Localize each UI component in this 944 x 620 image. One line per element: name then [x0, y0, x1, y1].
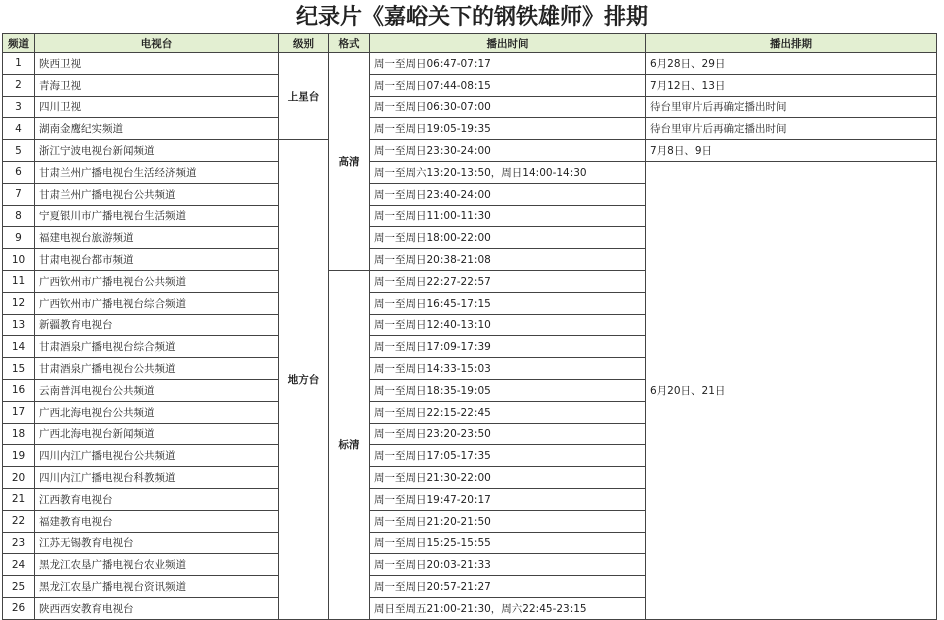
header-level: 级别	[279, 34, 329, 53]
schedule-date-range: 6月20日、21日	[646, 161, 937, 619]
station-name: 黑龙江农垦广播电视台农业频道	[35, 554, 279, 576]
air-time: 周日至周五21:00-21:30，周六22:45-23:15	[370, 597, 646, 619]
station-name: 青海卫视	[35, 74, 279, 96]
table-row	[3, 161, 937, 183]
channel-number: 3	[3, 96, 35, 118]
station-name: 广西钦州市广播电视台公共频道	[35, 270, 279, 292]
air-time: 周一至周日16:45-17:15	[370, 292, 646, 314]
air-time: 周一至周日20:57-21:27	[370, 576, 646, 598]
station-name: 甘肃电视台都市频道	[35, 249, 279, 271]
air-time: 周一至周日20:03-21:33	[370, 554, 646, 576]
station-name: 甘肃酒泉广播电视台综合频道	[35, 336, 279, 358]
channel-number: 24	[3, 554, 35, 576]
channel-number: 5	[3, 140, 35, 162]
channel-number: 22	[3, 510, 35, 532]
air-time: 周一至周日23:30-24:00	[370, 140, 646, 162]
channel-number: 20	[3, 467, 35, 489]
channel-number: 16	[3, 379, 35, 401]
channel-number: 12	[3, 292, 35, 314]
channel-number: 1	[3, 53, 35, 75]
station-name: 甘肃酒泉广播电视台公共频道	[35, 358, 279, 380]
channel-number: 10	[3, 249, 35, 271]
channel-number: 11	[3, 270, 35, 292]
channel-number: 23	[3, 532, 35, 554]
station-name: 新疆教育电视台	[35, 314, 279, 336]
air-time: 周一至周日22:27-22:57	[370, 270, 646, 292]
channel-number: 26	[3, 597, 35, 619]
channel-number: 9	[3, 227, 35, 249]
station-name: 陕西西安教育电视台	[35, 597, 279, 619]
schedule-date: 6月28日、29日	[646, 53, 937, 75]
page-title: 纪录片《嘉峪关下的钢铁雄师》排期	[295, 4, 648, 30]
schedule-date: 7月12日、13日	[646, 74, 937, 96]
air-time: 周一至周日15:25-15:55	[370, 532, 646, 554]
station-name: 江西教育电视台	[35, 488, 279, 510]
air-time: 周一至周日19:47-20:17	[370, 488, 646, 510]
channel-number: 4	[3, 118, 35, 140]
channel-number: 18	[3, 423, 35, 445]
channel-number: 15	[3, 358, 35, 380]
air-time: 周一至周日11:00-11:30	[370, 205, 646, 227]
schedule-date: 待台里审片后再确定播出时间	[646, 118, 937, 140]
station-name: 福建电视台旅游频道	[35, 227, 279, 249]
air-time: 周一至周日14:33-15:03	[370, 358, 646, 380]
air-time: 周一至周日12:40-13:10	[370, 314, 646, 336]
station-name: 广西北海电视台新闻频道	[35, 423, 279, 445]
schedule-table	[2, 33, 937, 620]
station-name: 宁夏银川市广播电视台生活频道	[35, 205, 279, 227]
air-time: 周一至周日06:30-07:00	[370, 96, 646, 118]
air-time: 周一至周日19:05-19:35	[370, 118, 646, 140]
air-time: 周一至周日20:38-21:08	[370, 249, 646, 271]
air-time: 周一至周日23:20-23:50	[370, 423, 646, 445]
station-name: 四川卫视	[35, 96, 279, 118]
channel-number: 14	[3, 336, 35, 358]
channel-number: 21	[3, 488, 35, 510]
channel-number: 7	[3, 183, 35, 205]
table-header	[3, 34, 937, 53]
air-time: 周一至周日17:09-17:39	[370, 336, 646, 358]
header-row	[3, 34, 937, 53]
air-time: 周一至周日07:44-08:15	[370, 74, 646, 96]
table-row	[3, 118, 937, 140]
air-time: 周一至周日21:20-21:50	[370, 510, 646, 532]
station-name: 浙江宁波电视台新闻频道	[35, 140, 279, 162]
air-time: 周一至周日18:35-19:05	[370, 379, 646, 401]
header-station: 电视台	[35, 34, 279, 53]
table-row	[3, 53, 937, 75]
table-body	[3, 53, 937, 620]
station-name: 四川内江广播电视台科教频道	[35, 467, 279, 489]
channel-number: 19	[3, 445, 35, 467]
station-name: 湖南金鹰纪实频道	[35, 118, 279, 140]
air-time: 周一至周日21:30-22:00	[370, 467, 646, 489]
station-name: 江苏无锡教育电视台	[35, 532, 279, 554]
air-time: 周一至周日06:47-07:17	[370, 53, 646, 75]
air-time: 周一至周日23:40-24:00	[370, 183, 646, 205]
air-time: 周一至周日17:05-17:35	[370, 445, 646, 467]
station-name: 广西钦州市广播电视台综合频道	[35, 292, 279, 314]
header-air-time: 播出时间	[370, 34, 646, 53]
air-time: 周一至周六13:20-13:50，周日14:00-14:30	[370, 161, 646, 183]
station-name: 四川内江广播电视台公共频道	[35, 445, 279, 467]
channel-number: 2	[3, 74, 35, 96]
table-row	[3, 96, 937, 118]
channel-number: 6	[3, 161, 35, 183]
header-channel-no: 频道	[3, 34, 35, 53]
station-name: 广西北海电视台公共频道	[35, 401, 279, 423]
header-format: 格式	[329, 34, 370, 53]
station-name: 福建教育电视台	[35, 510, 279, 532]
station-name: 云南普洱电视台公共频道	[35, 379, 279, 401]
station-name: 黑龙江农垦广播电视台资讯频道	[35, 576, 279, 598]
schedule-date: 7月8日、9日	[646, 140, 937, 162]
station-name: 甘肃兰州广播电视台公共频道	[35, 183, 279, 205]
station-name: 甘肃兰州广播电视台生活经济频道	[35, 161, 279, 183]
table-row	[3, 74, 937, 96]
schedule-date: 待台里审片后再确定播出时间	[646, 96, 937, 118]
air-time: 周一至周日22:15-22:45	[370, 401, 646, 423]
level-cell-satellite: 上星台	[279, 53, 329, 140]
channel-number: 8	[3, 205, 35, 227]
format-cell-sd: 标清	[329, 270, 370, 619]
channel-number: 17	[3, 401, 35, 423]
level-cell-local: 地方台	[279, 140, 329, 620]
air-time: 周一至周日18:00-22:00	[370, 227, 646, 249]
table-row	[3, 140, 937, 162]
station-name: 陕西卫视	[35, 53, 279, 75]
channel-number: 13	[3, 314, 35, 336]
format-cell-hd: 高清	[329, 53, 370, 271]
channel-number: 25	[3, 576, 35, 598]
header-schedule: 播出排期	[646, 34, 937, 53]
